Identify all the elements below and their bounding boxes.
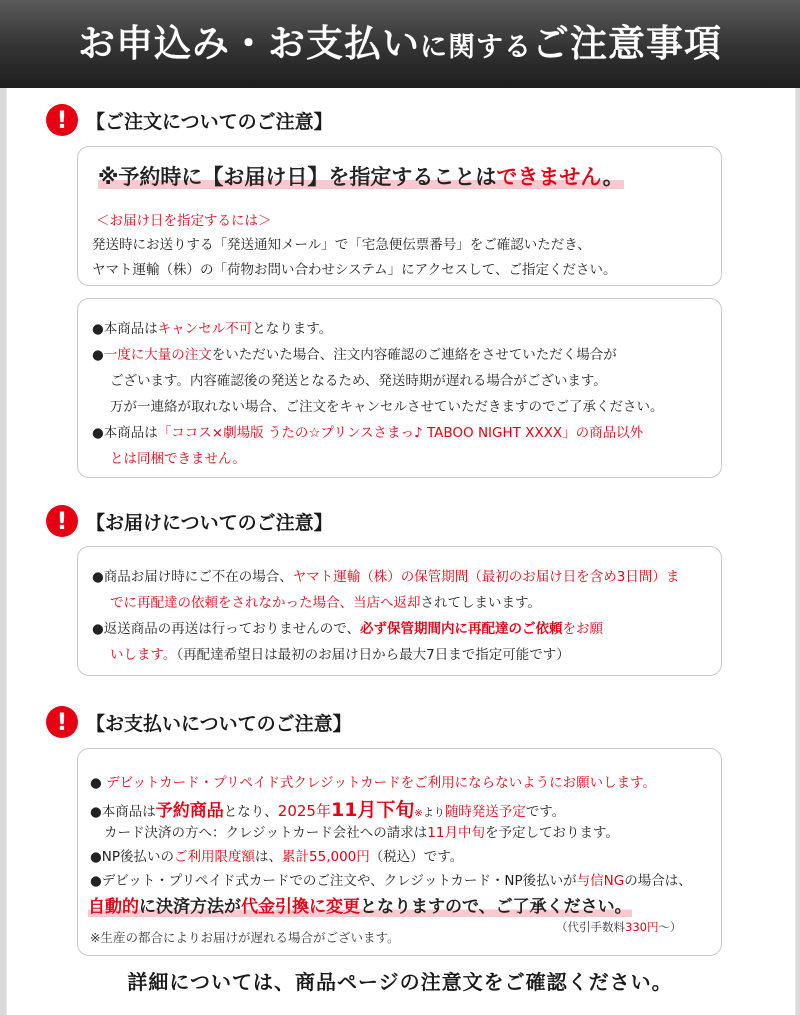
notice-line: とは同梱できません。	[110, 451, 246, 467]
order-notice-heading	[46, 104, 333, 136]
exclamation-icon: !	[46, 104, 78, 136]
instruction-line: 発送時にお送りする「発送通知メール」で「宅急便伝票番号」をご確認いただき、	[92, 237, 591, 253]
text: ●本商品は	[90, 804, 156, 820]
text: ●商品お届け時にご不在の場合、	[92, 569, 293, 585]
highlight-text: 予約商品	[155, 801, 224, 821]
notice-line	[90, 869, 692, 889]
highlight-text: 330円	[625, 920, 659, 934]
highlight-text: デビットカード・プリペイド式クレジットカードをご利用にならないようにお願いします。	[106, 775, 656, 791]
text: を予定しております。	[484, 825, 619, 841]
title-part3: ご注意事項	[532, 22, 722, 65]
text: されてしまいます。	[420, 595, 541, 611]
section-title: 【お支払いについてのご注意】	[86, 712, 352, 735]
text: ●NP後払いの	[90, 849, 175, 865]
text: ●デビット・プリペイド式カードでのご注文や、クレジットカード・NP後払いが	[90, 873, 577, 889]
note-line: ※生産の都合によりお届けが遅れる場合がございます。	[90, 930, 400, 945]
payment-notice-heading	[46, 706, 352, 738]
highlight-text: いします。	[110, 647, 177, 663]
highlight-text: 11月下旬	[330, 799, 415, 821]
delivery-notice-box	[77, 546, 722, 676]
notice-line	[92, 343, 617, 363]
order-notice-box-2	[77, 298, 722, 478]
title-part2: に関する	[420, 32, 532, 63]
page-title	[0, 0, 800, 88]
fee-note	[556, 919, 681, 935]
text: ●本商品は	[92, 425, 158, 441]
notice-line: 万が一連絡が取れない場合、ご注文をキャンセルさせていただきますのでご了承ください。	[110, 399, 664, 415]
highlight-text: ヤマト運輸（株）の保管期間（最初のお届け日を含め3日間）ま	[292, 569, 680, 585]
highlight-text: 2025年	[277, 802, 331, 820]
text: （再配達希望日は最初のお届け日から最大7日まで指定可能です）	[176, 647, 570, 663]
notice-line	[90, 771, 656, 791]
notice-line	[110, 591, 541, 611]
text: となりますので、ご了承ください。	[360, 897, 632, 917]
footer-note: 詳細については、商品ページの注意文をご確認ください。	[127, 970, 673, 994]
text: の場合は、	[624, 873, 692, 889]
highlight-text: キャンセル不可	[157, 321, 253, 337]
text: カード決済の方へ：クレジットカード会社への請求は	[104, 825, 428, 841]
text: となります。	[252, 321, 333, 337]
highlight-text: でに再配達の依頼をされなかった場合、当店へ返却	[110, 595, 421, 611]
title-part1: お申込み・お支払い	[78, 22, 420, 65]
notice-line	[92, 565, 679, 585]
text: ～）	[658, 920, 682, 934]
notice-line	[88, 892, 632, 917]
text: ●	[92, 347, 104, 363]
warning-emphasis: できません	[496, 165, 603, 189]
sub-heading: ＜お届け日を指定するには＞	[96, 213, 272, 229]
order-notice-box-1	[77, 146, 722, 286]
notice-line	[104, 821, 619, 841]
warning-period: 。	[602, 165, 624, 189]
text: （代引手数料	[556, 920, 625, 934]
highlight-text: 必ず保管期間内に再配達のご依頼	[360, 621, 563, 637]
exclamation-icon: !	[46, 706, 78, 738]
highlight-text: ご利用限度額	[174, 849, 256, 865]
notice-line	[110, 643, 570, 663]
notice-line: ございます。内容確認後の発送となるため、発送時期が遅れる場合がございます。	[110, 373, 607, 389]
highlight-text: 11月中旬	[427, 825, 485, 841]
notice-line	[90, 795, 565, 822]
text: ●返送商品の再送は行っておりませんので、	[92, 621, 361, 637]
section-title: 【お届けについてのご注意】	[86, 511, 333, 534]
highlight-text: 「ココス×劇場版 うたの☆プリンスさまっ♪ TABOO NIGHT XXXX」の商品以外	[157, 425, 644, 441]
highlight-text: ※	[414, 808, 423, 819]
highlight-text: 代金引換に変更	[241, 897, 360, 917]
text: ●	[90, 775, 107, 791]
highlight-text: をお願	[562, 621, 604, 637]
text: （税込）です。	[369, 849, 464, 865]
notice-line	[90, 845, 463, 865]
notice-line	[92, 421, 643, 441]
warning-text: ※予約時に【お届け日】を指定することは	[98, 165, 497, 189]
text: です。	[525, 804, 566, 820]
text: より	[422, 806, 445, 819]
highlight-text: 随時発送予定	[444, 804, 526, 820]
exclamation-icon: !	[46, 505, 78, 537]
delivery-date-warning	[98, 161, 624, 191]
text: をいただいた場合、注文内容確認のご連絡をさせていただく場合が	[211, 347, 617, 363]
section-title: 【ご注文についてのご注意】	[86, 110, 333, 133]
delivery-notice-heading	[46, 505, 333, 537]
highlight-text: 与信NG	[576, 873, 625, 889]
highlight-text: 累計55,000円	[282, 849, 370, 865]
highlight-text: 自動的	[88, 897, 139, 917]
payment-notice-box	[77, 748, 722, 956]
text: となり、	[223, 804, 278, 820]
instruction-line: ヤマト運輸（株）の「荷物お問い合わせシステム」にアクセスして、ご指定ください。	[92, 262, 617, 278]
text: に決済方法が	[139, 897, 241, 917]
highlight-text: 一度に大量の注文	[103, 347, 212, 363]
notice-line	[92, 617, 603, 637]
text: は、	[255, 849, 283, 865]
notice-line	[92, 317, 332, 337]
text: ●本商品は	[92, 321, 158, 337]
